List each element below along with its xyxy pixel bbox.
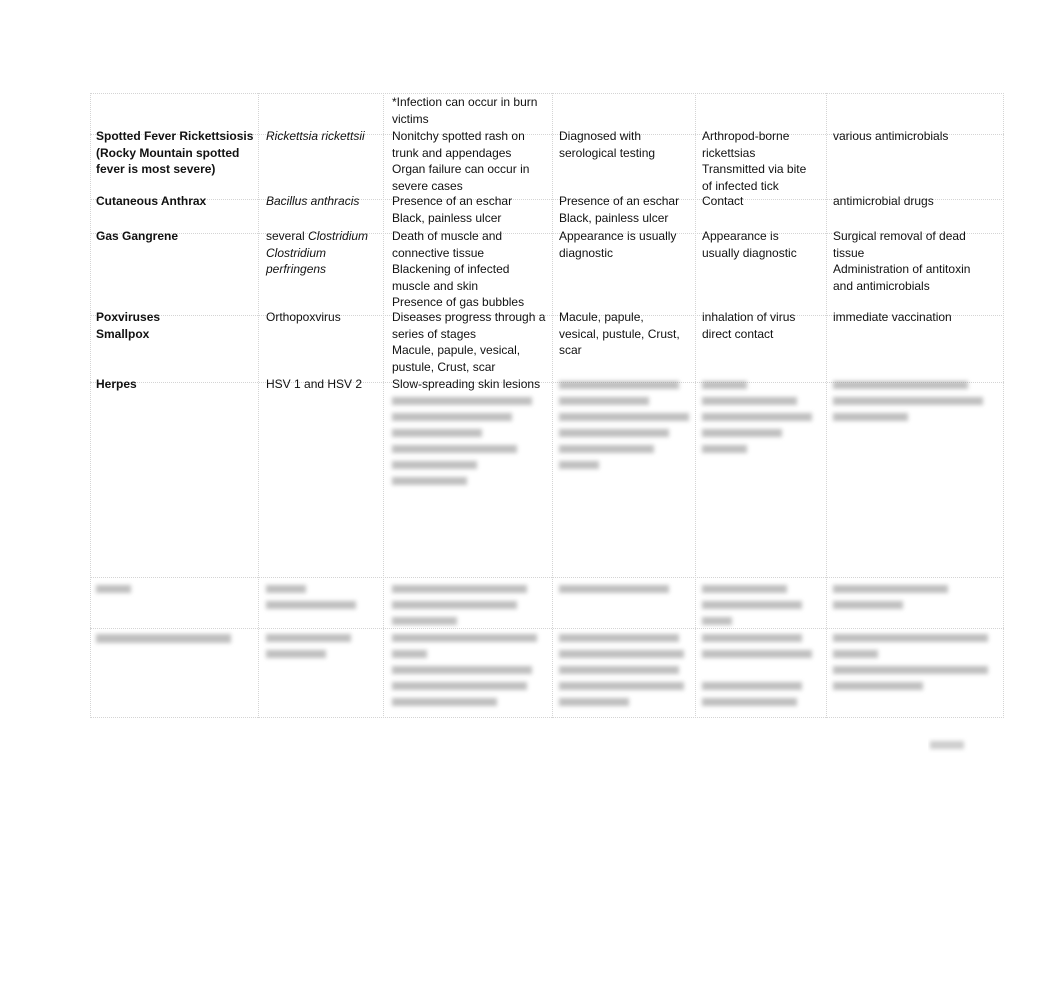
cell-line: connective tissue	[392, 245, 485, 260]
cell-line: severe cases	[392, 178, 463, 193]
cell-line: Diagnosed with	[559, 129, 642, 143]
cell-line: Appearance is	[702, 229, 779, 243]
cell-line: Arthropod-borne	[702, 129, 790, 143]
cell-line: Transmitted via bite	[702, 162, 807, 177]
cell-line: Slow-spreading skin lesions	[392, 377, 541, 391]
cell-line: inhalation of virus	[702, 310, 796, 324]
cell-line: Bacillus anthracis	[266, 194, 360, 208]
cell-line: Herpes	[96, 377, 137, 391]
cell-line: rickettsias	[702, 145, 756, 160]
cell-line: *Infection can occur in burn	[392, 95, 538, 109]
cell-line: series of stages	[392, 326, 477, 341]
cell-line: Orthopoxvirus	[266, 310, 341, 324]
cell-text-italic: Clostridium	[308, 229, 369, 243]
cell-line: Diseases progress through a	[392, 310, 546, 324]
cell-line: tissue	[833, 245, 865, 260]
cell-text: several Clostridium	[266, 229, 369, 243]
cell-line: Surgical removal of dead	[833, 229, 966, 243]
cell-line: Presence of an eschar	[559, 194, 680, 208]
cell-line: Black, painless ulcer	[559, 210, 669, 225]
cell-line: Presence of an eschar	[392, 194, 513, 208]
cell-line: Appearance is usually	[559, 229, 677, 243]
cell-line: Gas Gangrene	[96, 229, 179, 243]
cell-line: direct contact	[702, 326, 774, 341]
cell-line: and antimicrobials	[833, 278, 930, 293]
cell-line: Clostridium	[266, 245, 327, 260]
cell-line: Macule, papule, vesical,	[392, 343, 521, 358]
cell-line: usually diagnostic	[702, 245, 797, 260]
cell-line: fever is most severe)	[96, 162, 216, 177]
cell-line: Blackening of infected	[392, 262, 510, 277]
cell-line: perfringens	[266, 262, 327, 277]
cell-line: pustule, Crust, scar	[392, 359, 496, 374]
cell-line: antimicrobial drugs	[833, 194, 934, 208]
disease-table	[90, 93, 1004, 718]
cell-line: Black, painless ulcer	[392, 210, 502, 225]
cell-line: Presence of gas bubbles	[392, 295, 525, 310]
cell-line: muscle and skin	[392, 278, 479, 293]
cell-line: vesical, pustule, Crust,	[559, 326, 680, 341]
cell-line: Death of muscle and	[392, 229, 503, 243]
cell-line: Contact	[702, 194, 744, 208]
cell-line: trunk and appendages	[392, 145, 512, 160]
cell-line: (Rocky Mountain spotted	[96, 145, 240, 160]
cell-line: Rickettsia rickettsii	[266, 129, 365, 143]
page-number-marker	[928, 737, 968, 753]
cell-line: victims	[392, 111, 429, 126]
cell-line: various antimicrobials	[833, 129, 949, 143]
cell-line: serological testing	[559, 145, 656, 160]
cell-line: Administration of antitoxin	[833, 262, 971, 277]
cell-line: Organ failure can occur in	[392, 162, 530, 177]
cell-line: Nonitchy spotted rash on	[392, 129, 525, 143]
cell-line: immediate vaccination	[833, 310, 952, 324]
cell-line: HSV 1 and HSV 2	[266, 377, 363, 391]
blurred-content	[90, 93, 1004, 718]
cell-line: scar	[559, 343, 582, 358]
cell-line: Poxviruses	[96, 310, 161, 324]
cell-line: Macule, papule,	[559, 310, 644, 324]
cell-line: Smallpox	[96, 326, 150, 341]
cell-line: diagnostic	[559, 245, 614, 260]
cell-line: of infected tick	[702, 178, 779, 193]
cell-line: Cutaneous Anthrax	[96, 194, 207, 208]
cell-line: Spotted Fever Rickettsiosis	[96, 129, 254, 143]
